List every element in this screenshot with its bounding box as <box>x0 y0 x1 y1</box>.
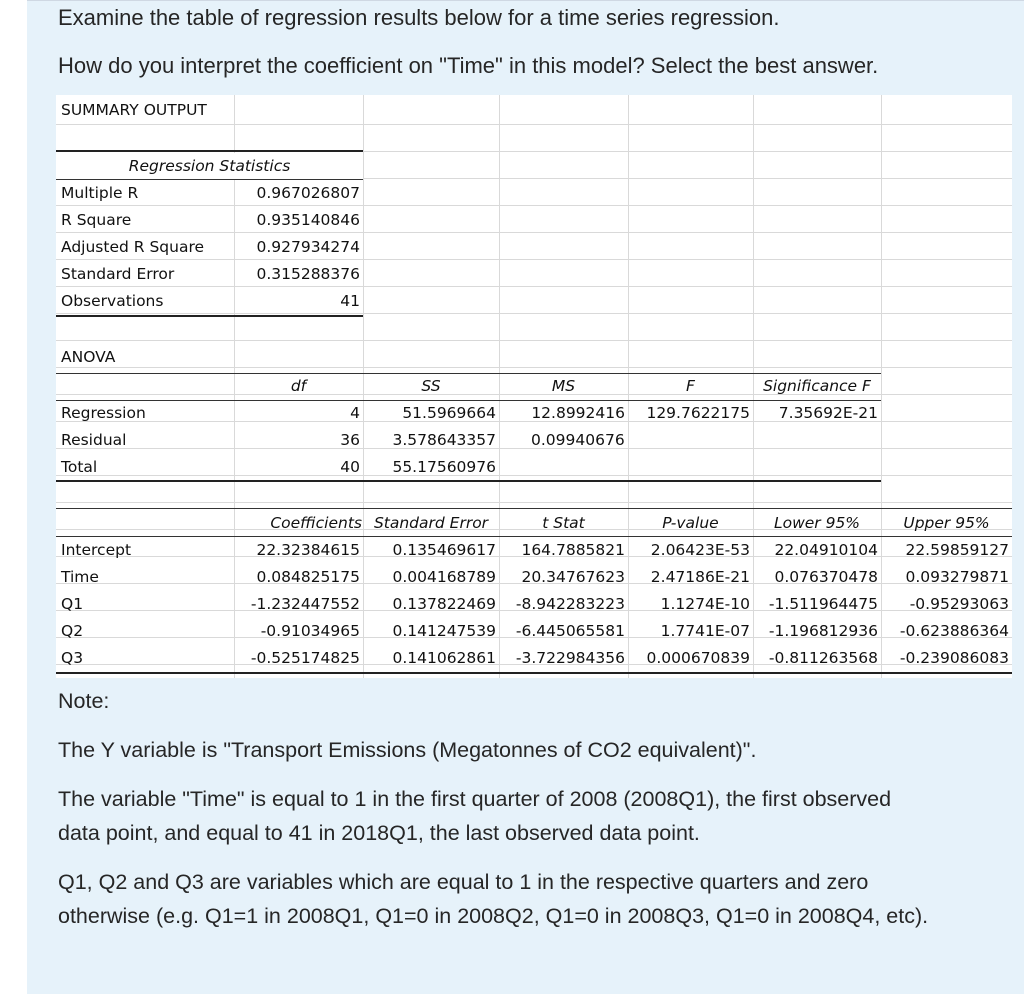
anova-df: 40 <box>340 458 360 476</box>
stat-label: Multiple R <box>61 184 139 202</box>
coef-header-upper-95: Upper 95% <box>903 514 990 532</box>
question-prompt: How do you interpret the coefficient on "Time" in this model? Select the best answer. <box>58 53 879 78</box>
coef-row-label: Q3 <box>61 649 84 667</box>
anova-significance-f: 7.35692E-21 <box>778 404 878 422</box>
anova-ss: 3.578643357 <box>392 431 496 449</box>
gridline <box>56 340 1012 341</box>
coef-upper-95: 22.59859127 <box>905 541 1009 559</box>
table-rule <box>56 315 363 317</box>
table-rule <box>56 150 363 152</box>
coef-lower-95: -1.511964475 <box>768 595 878 613</box>
coef-t-stat: -6.445065581 <box>515 622 625 640</box>
question-intro: Examine the table of regression results below for a time series regression. <box>58 5 780 30</box>
coef-row-label: Intercept <box>61 541 132 559</box>
table-rule <box>56 508 1012 509</box>
anova-df: 36 <box>340 431 360 449</box>
coef-standard-error: 0.004168789 <box>392 568 496 586</box>
coef-row-label: Q2 <box>61 622 84 640</box>
regression-statistics-title: Regression Statistics <box>56 153 363 180</box>
anova-ms: 0.09940676 <box>531 431 625 449</box>
coef-value: -1.232447552 <box>250 595 360 613</box>
table-rule <box>56 480 881 482</box>
coef-header-coefficients: Coefficients <box>270 514 362 532</box>
coef-standard-error: 0.141062861 <box>392 649 496 667</box>
coef-p-value: 2.06423E-53 <box>650 541 750 559</box>
stat-value: 0.967026807 <box>256 184 360 202</box>
coef-standard-error: 0.141247539 <box>392 622 496 640</box>
regression-output-table <box>56 95 1012 678</box>
coef-lower-95: 0.076370478 <box>774 568 878 586</box>
gridline <box>56 124 1012 125</box>
anova-header-f: F <box>686 377 695 395</box>
panel-top-border <box>27 0 1024 1</box>
coef-value: -0.91034965 <box>260 622 360 640</box>
anova-header-significance-f: Significance F <box>763 377 871 395</box>
gridline <box>56 502 1012 503</box>
stat-value: 0.935140846 <box>256 211 360 229</box>
coef-lower-95: -1.196812936 <box>768 622 878 640</box>
coef-standard-error: 0.137822469 <box>392 595 496 613</box>
stat-label: R Square <box>61 211 132 229</box>
anova-title: ANOVA <box>61 348 116 366</box>
anova-row-label: Total <box>61 458 98 476</box>
stat-label: Observations <box>61 292 164 310</box>
coef-header-standard-error: Standard Error <box>373 514 489 532</box>
coef-t-stat: 164.7885821 <box>521 541 625 559</box>
coef-p-value: 2.47186E-21 <box>650 568 750 586</box>
anova-header-df: df <box>290 377 307 395</box>
note-quarters-line-2: otherwise (e.g. Q1=1 in 2008Q1, Q1=0 in 2008Q2, Q1=0 in 2008Q3, Q1=0 in 2008Q4, etc). <box>58 904 929 928</box>
anova-df: 4 <box>350 404 360 422</box>
note-y-variable: The Y variable is "Transport Emissions (Megatonnes of CO2 equivalent)". <box>58 738 757 762</box>
anova-f: 129.7622175 <box>646 404 750 422</box>
coef-row-label: Time <box>61 568 99 586</box>
anova-ss: 51.5969664 <box>402 404 496 422</box>
anova-header-ss: SS <box>421 377 441 395</box>
coef-p-value: 1.7741E-07 <box>660 622 750 640</box>
coef-upper-95: 0.093279871 <box>905 568 1009 586</box>
coef-value: -0.525174825 <box>250 649 360 667</box>
table-rule <box>56 672 1012 674</box>
stat-label: Adjusted R Square <box>61 238 205 256</box>
anova-ms: 12.8992416 <box>531 404 625 422</box>
coef-standard-error: 0.135469617 <box>392 541 496 559</box>
note-time-line-1: The variable "Time" is equal to 1 in the first quarter of 2008 (2008Q1), the first observed <box>58 787 892 811</box>
coef-p-value: 0.000670839 <box>646 649 750 667</box>
note-quarters-line-1: Q1, Q2 and Q3 are variables which are equal to 1 in the respective quarters and zero <box>58 870 869 894</box>
coef-t-stat: 20.34767623 <box>521 568 625 586</box>
coef-header-t-stat: t Stat <box>542 514 585 532</box>
coef-header-p-value: P-value <box>662 514 719 532</box>
anova-ss: 55.17560976 <box>392 458 496 476</box>
coef-lower-95: -0.811263568 <box>768 649 878 667</box>
coef-upper-95: -0.623886364 <box>899 622 1009 640</box>
note-time-line-2: data point, and equal to 41 in 2018Q1, the last observed data point. <box>58 821 700 845</box>
coef-upper-95: -0.95293063 <box>909 595 1009 613</box>
stat-value: 0.927934274 <box>256 238 360 256</box>
coef-row-label: Q1 <box>61 595 84 613</box>
summary-output-title: SUMMARY OUTPUT <box>61 101 207 119</box>
stat-value: 0.315288376 <box>256 265 360 283</box>
anova-row-label: Regression <box>61 404 146 422</box>
coef-t-stat: -3.722984356 <box>515 649 625 667</box>
coef-t-stat: -8.942283223 <box>515 595 625 613</box>
stat-label: Standard Error <box>61 265 175 283</box>
coef-value: 22.32384615 <box>256 541 360 559</box>
coef-header-lower-95: Lower 95% <box>773 514 861 532</box>
coef-lower-95: 22.04910104 <box>774 541 878 559</box>
anova-row-label: Residual <box>61 431 127 449</box>
stat-value: 41 <box>340 292 360 310</box>
coef-upper-95: -0.239086083 <box>899 649 1009 667</box>
coef-p-value: 1.1274E-10 <box>660 595 750 613</box>
note-heading: Note: <box>58 689 110 713</box>
coef-value: 0.084825175 <box>256 568 360 586</box>
anova-header-ms: MS <box>551 377 576 395</box>
